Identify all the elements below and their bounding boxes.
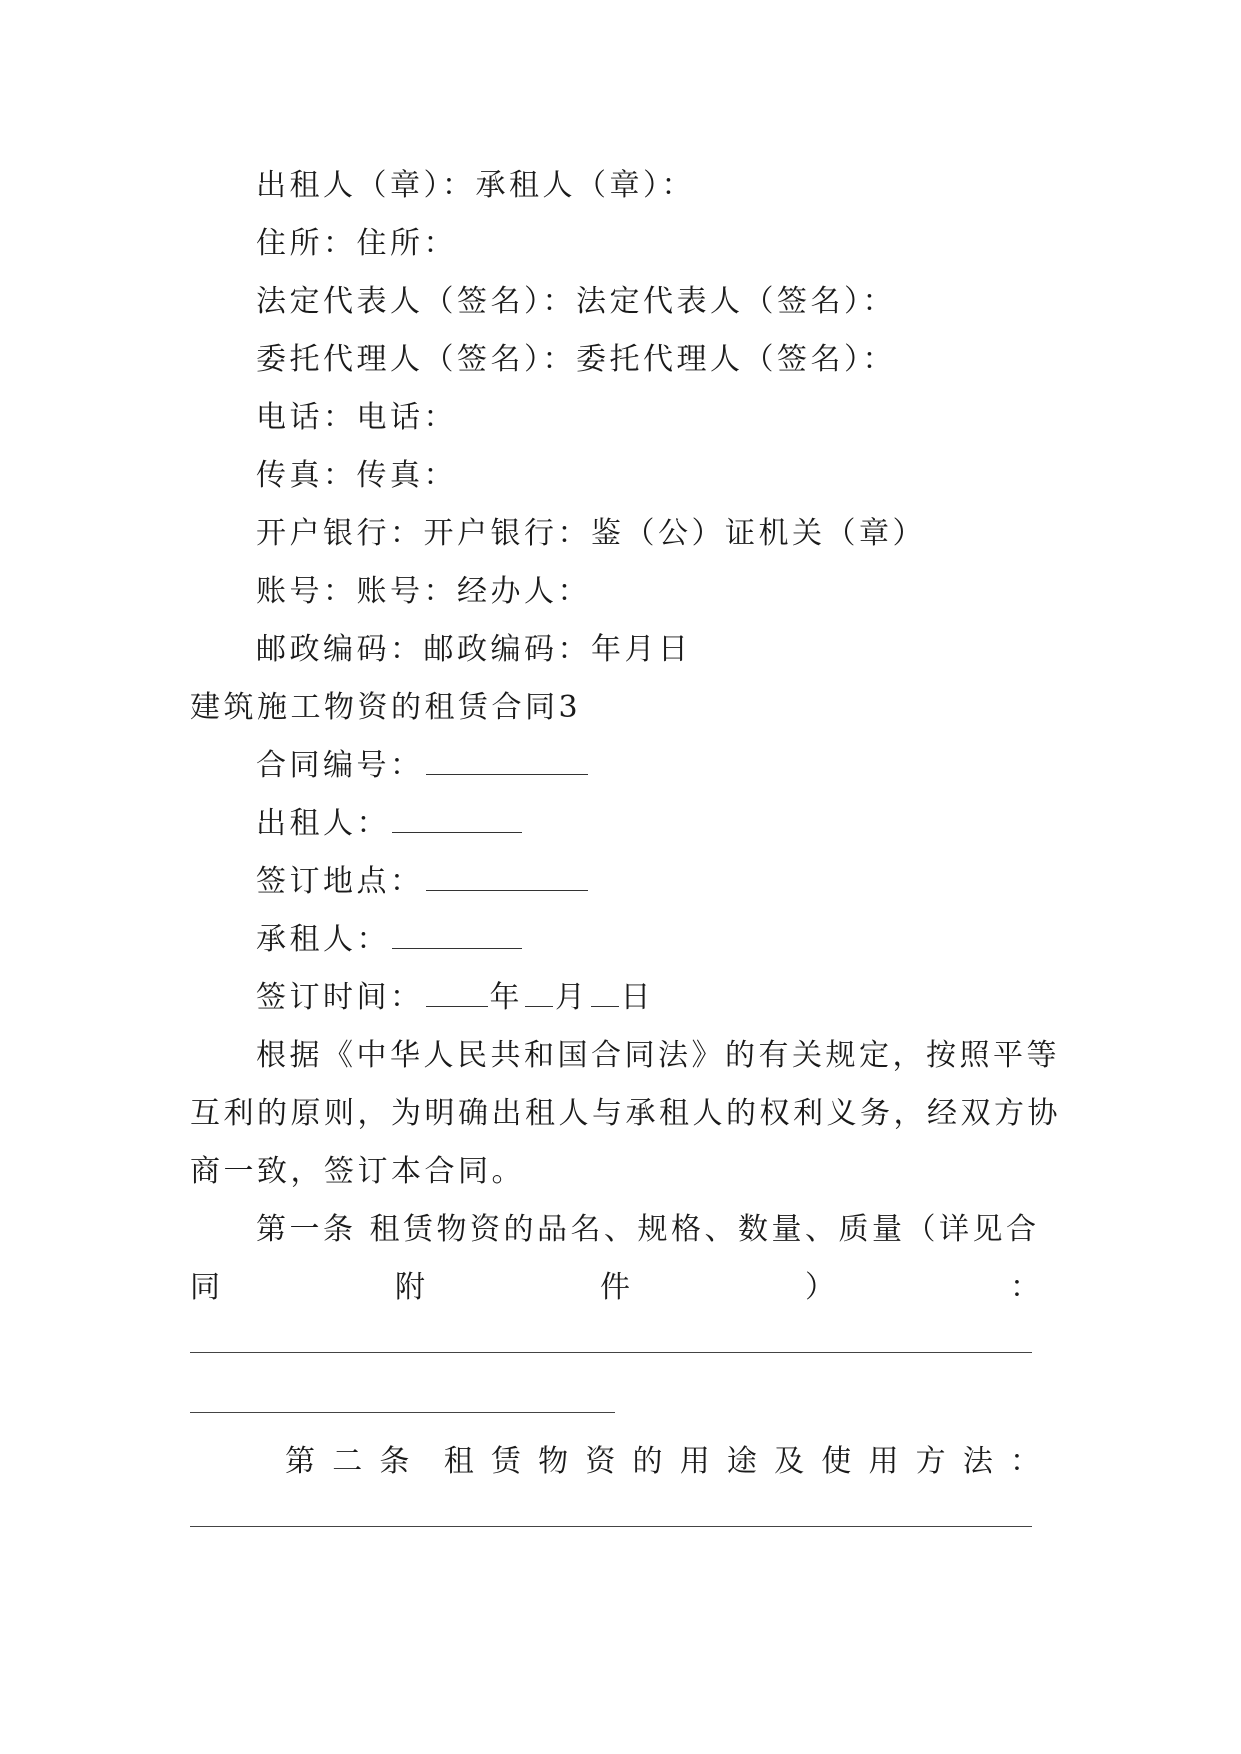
sign-time-field	[256, 978, 654, 1018]
article1-line-1: 第一条 租赁物资的品名、规格、数量、质量（详见合	[256, 1212, 1040, 1247]
lessor-label: 出租人：	[256, 806, 390, 841]
lessor-blank	[392, 804, 522, 833]
year-blank	[426, 978, 488, 1007]
article2-char: 物	[538, 1444, 569, 1479]
month-blank	[525, 978, 553, 1007]
article2-char: 赁	[490, 1444, 521, 1479]
lessee-field	[256, 920, 524, 960]
lessee-blank	[392, 920, 522, 949]
article2-char: 二	[332, 1444, 363, 1479]
article2-char: 法	[962, 1444, 993, 1479]
article1-char: ：	[1010, 1270, 1040, 1305]
article2-char: 方	[915, 1444, 946, 1479]
article1-char: 同	[190, 1270, 220, 1305]
sign-line-1: 出租人（章）：承租人（章）：	[256, 168, 695, 203]
article2-line	[285, 1442, 1040, 1482]
preamble-line-2: 互利的原则，为明确出租人与承租人的权利义务，经双方协	[190, 1096, 1061, 1131]
contract-number-blank	[426, 746, 588, 775]
sign-line-9: 邮政编码：邮政编码：年月日	[256, 632, 692, 667]
sign-line-2: 住所：住所：	[256, 226, 457, 261]
contract-number-label: 合同编号：	[256, 748, 424, 783]
article2-fill-line	[190, 1526, 1032, 1527]
sign-place-blank	[426, 862, 588, 891]
day-blank	[591, 978, 619, 1007]
article2-char: 用	[679, 1444, 710, 1479]
article1-fill-line-2	[190, 1412, 615, 1413]
sign-line-8: 账号：账号：经办人：	[256, 574, 591, 609]
article1-fill-line-1	[190, 1352, 1032, 1353]
lessor-field	[256, 804, 524, 844]
preamble-line-1: 根据《中华人民共和国合同法》的有关规定，按照平等	[256, 1038, 1060, 1073]
lessee-label: 承租人：	[256, 922, 390, 957]
sign-time-label: 签订时间：	[256, 980, 424, 1015]
article2-char: 租	[443, 1444, 474, 1479]
sign-place-label: 签订地点：	[256, 864, 424, 899]
sign-line-6: 传真：传真：	[256, 458, 457, 493]
sign-line-7: 开户银行：开户银行：鉴（公）证机关（章）	[256, 516, 926, 551]
article2-char: 的	[632, 1444, 663, 1479]
preamble-line-3: 商一致，签订本合同。	[190, 1154, 525, 1189]
article2-char: 及	[774, 1444, 805, 1479]
section-title: 建筑施工物资的租赁合同3	[190, 690, 582, 725]
contract-number-field	[256, 746, 590, 786]
article2-char: 第	[285, 1444, 315, 1479]
article2-char: 途	[726, 1444, 757, 1479]
article1-char: 件	[600, 1270, 630, 1305]
sign-line-4: 委托代理人（签名）：委托代理人（签名）：	[256, 342, 896, 377]
sign-line-3: 法定代表人（签名）：法定代表人（签名）：	[256, 284, 896, 319]
month-label: 月	[555, 980, 589, 1015]
article2-char: 条	[379, 1444, 410, 1479]
article1-char: ）	[805, 1270, 835, 1305]
article2-char: 使	[821, 1444, 852, 1479]
article2-char: 用	[868, 1444, 899, 1479]
day-label: 日	[620, 980, 654, 1015]
year-label: 年	[489, 980, 523, 1015]
article2-char: ：	[1010, 1444, 1040, 1479]
sign-line-5: 电话：电话：	[256, 400, 457, 435]
article1-char: 附	[395, 1270, 425, 1305]
sign-place-field	[256, 862, 590, 902]
article2-char: 资	[585, 1444, 616, 1479]
article1-line-2	[190, 1268, 1040, 1308]
